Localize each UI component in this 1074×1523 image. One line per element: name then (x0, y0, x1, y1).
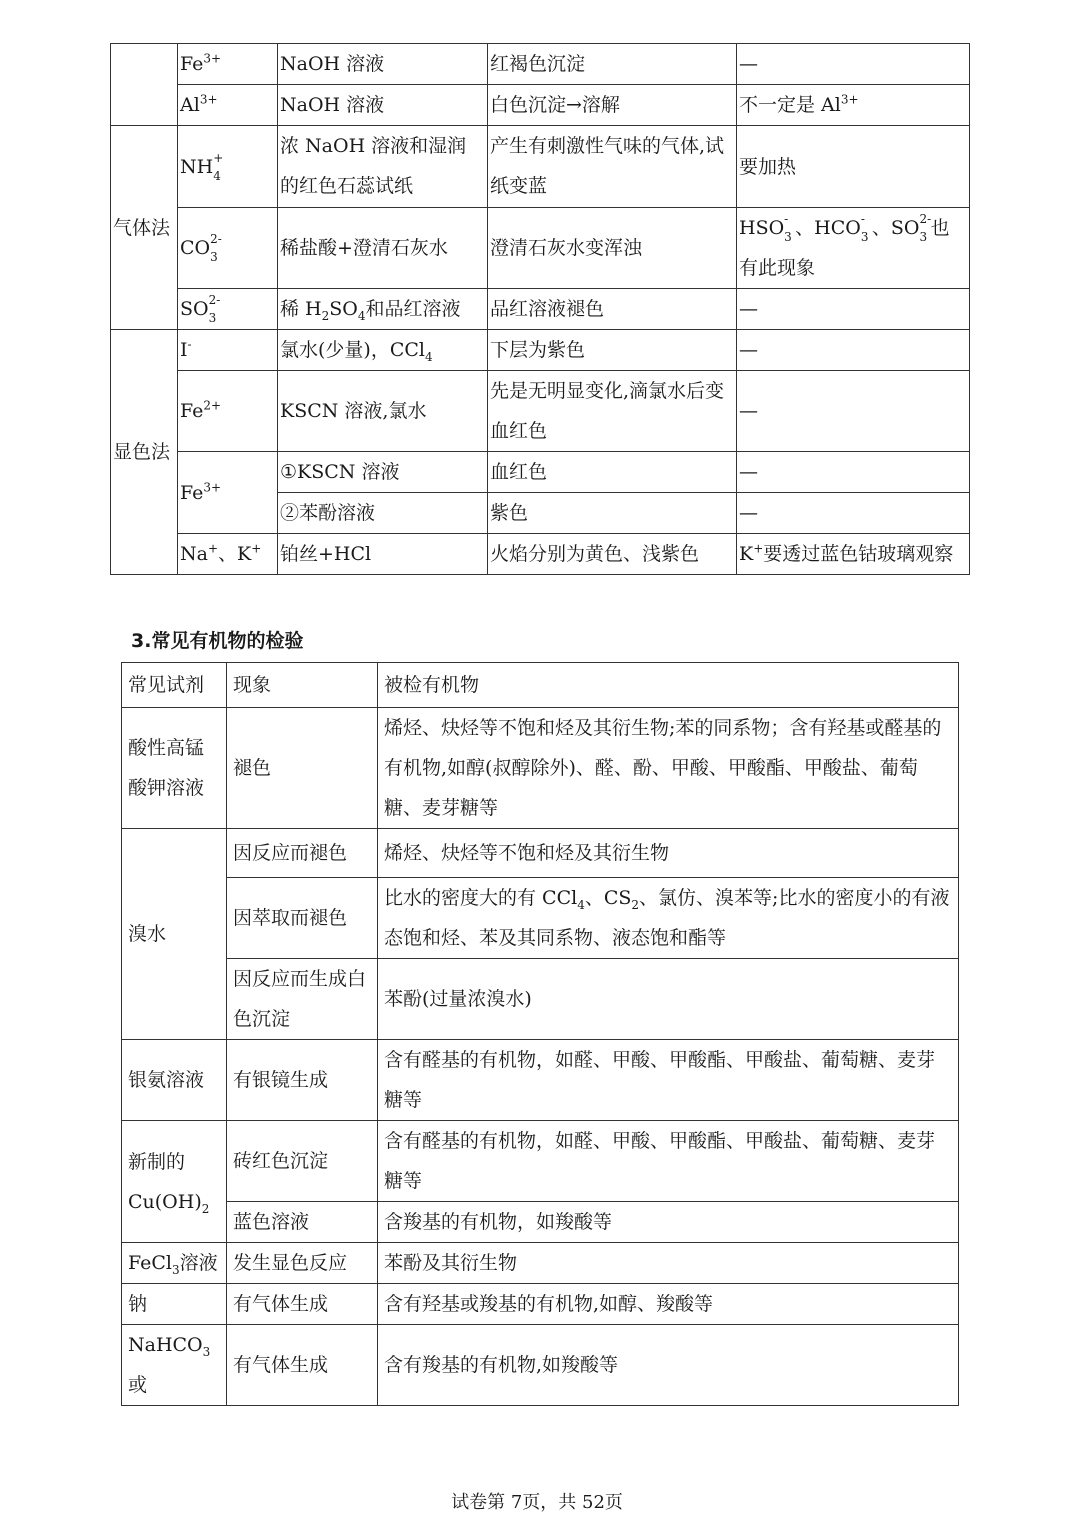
phenomenon-cell: 砖红色沉淀 (227, 1121, 378, 1202)
reagent-cell: NaOH 溶液 (278, 44, 488, 85)
reagent-cell: 银氨溶液 (122, 1040, 227, 1121)
table-row (122, 1202, 959, 1243)
reagent-cell: ②苯酚溶液 (278, 493, 488, 534)
header-organic: 被检有机物 (378, 663, 959, 708)
note-cell: 要加热 (737, 126, 970, 208)
note-text: 不一定是 Al (739, 94, 841, 116)
reagent-text: SO (329, 298, 358, 320)
phenomenon-cell: 产生有刺激性气味的气体,试纸变蓝 (488, 126, 737, 208)
reagent-cell: KSCN 溶液,氯水 (278, 371, 488, 452)
note-subscript: 3 (919, 230, 928, 244)
organic-text: 比水的密度大的有 CCl (384, 887, 578, 909)
phenomenon-cell: 火焰分别为黄色、浅紫色 (488, 534, 737, 575)
table-row (111, 85, 970, 126)
table-row (122, 1040, 959, 1121)
ion-cell (178, 330, 278, 371)
note-text: 、SO (871, 217, 920, 239)
ion-detection-table (110, 43, 970, 575)
ion-symbol: Na (180, 543, 208, 565)
note-charge: - (860, 212, 865, 226)
table-row (111, 452, 970, 493)
ion-symbol: SO (180, 298, 209, 320)
reagent-subscript: 3 (202, 1344, 211, 1359)
reagent-text: 和品红溶液 (365, 298, 461, 320)
ion-symbol: Fe (180, 481, 204, 504)
phenomenon-cell: 红褐色沉淀 (488, 44, 737, 85)
ion-symbol: K (237, 543, 252, 565)
note-subscript: 3 (860, 230, 869, 244)
ion-symbol: Al (180, 94, 200, 116)
ion-subscript: 4 (213, 168, 221, 183)
phenomenon-cell: 澄清石灰水变浑浊 (488, 208, 737, 289)
organic-cell: 含有羟基或羧基的有机物,如醇、羧酸等 (378, 1284, 959, 1325)
note-cell (737, 534, 970, 575)
table-row (111, 330, 970, 371)
note-sub-sup (784, 212, 795, 244)
reagent-text: 新制的 Cu(OH) (128, 1150, 202, 1213)
phenomenon-cell: 下层为紫色 (488, 330, 737, 371)
reagent-subscript: 2 (201, 1201, 210, 1216)
reagent-text: 氯水(少量)，CCl (280, 339, 425, 361)
method-cell: 气体法 (111, 126, 178, 330)
ion-sub-sup (210, 232, 222, 264)
organic-cell: 烯烃、炔烃等不饱和烃及其衍生物 (378, 829, 959, 878)
organic-cell: 含有羧基的有机物,如羧酸等 (378, 1325, 959, 1406)
header-phenomenon: 现象 (227, 663, 378, 708)
note-cell: — (737, 452, 970, 493)
reagent-cell: 溴水 (122, 829, 227, 1040)
reagent-cell (122, 1325, 227, 1406)
organic-detection-table (121, 662, 959, 1406)
reagent-text: NaHCO (128, 1334, 203, 1356)
table-row (111, 208, 970, 289)
page-footer: 试卷第 7页，共 52页 (451, 1492, 623, 1513)
reagent-cell (122, 1243, 227, 1284)
phenomenon-cell: 白色沉淀→溶解 (488, 85, 737, 126)
organic-cell: 含有醛基的有机物，如醛、甲酸、甲酸酯、甲酸盐、葡萄糖、麦芽糖等 (378, 1121, 959, 1202)
organic-text: 、氯仿、溴苯等;比水的密度小的有液态饱和烃、苯及其同系物、液态饱和酯等 (384, 887, 950, 949)
ion-charge: 2- (208, 293, 221, 307)
reagent-subscript: 4 (424, 349, 433, 364)
phenomenon-cell: 蓝色溶液 (227, 1202, 378, 1243)
ion-charge: 2- (210, 232, 222, 246)
organic-text: 、CS (584, 887, 632, 909)
note-cell (737, 208, 970, 289)
ion-cell (178, 208, 278, 289)
reagent-cell (278, 289, 488, 330)
table-row (122, 878, 959, 959)
ion-symbol: Fe (180, 53, 204, 75)
table-header-row (122, 663, 959, 708)
note-charge: 2- (919, 212, 932, 226)
reagent-text: 稀 H (280, 298, 322, 320)
table-row (111, 44, 970, 85)
reagent-cell: 酸性高锰酸钾溶液 (122, 708, 227, 829)
reagent-subscript: 2 (321, 308, 330, 323)
ion-cell (178, 289, 278, 330)
ion-charge: 3+ (199, 92, 218, 107)
ion-charge: 2+ (203, 398, 222, 413)
ion-cell (178, 371, 278, 452)
method-cell: 显色法 (111, 330, 178, 575)
reagent-cell: 浓 NaOH 溶液和湿润的红色石蕊试纸 (278, 126, 488, 208)
reagent-text: FeCl (128, 1252, 173, 1274)
note-subscript: 3 (784, 230, 792, 244)
note-cell (737, 85, 970, 126)
phenomenon-cell: 品红溶液褪色 (488, 289, 737, 330)
reagent-cell: 铂丝+HCl (278, 534, 488, 575)
phenomenon-cell: 因反应而生成白色沉淀 (227, 959, 378, 1040)
ion-symbol: CO (180, 237, 211, 259)
organic-cell: 含有醛基的有机物，如醛、甲酸、甲酸酯、甲酸盐、葡萄糖、麦芽糖等 (378, 1040, 959, 1121)
table-row (122, 829, 959, 878)
ion-subscript: 3 (210, 250, 218, 264)
reagent-text: 或 (128, 1374, 148, 1396)
reagent-cell (278, 330, 488, 371)
ion-charge: 3+ (203, 480, 222, 495)
table-row (122, 1121, 959, 1202)
ion-cell (178, 85, 278, 126)
table-row (122, 1243, 959, 1284)
table-row (111, 289, 970, 330)
phenomenon-cell: 血红色 (488, 452, 737, 493)
organic-cell: 苯酚(过量浓溴水) (378, 959, 959, 1040)
phenomenon-cell: 先是无明显变化,滴氯水后变血红色 (488, 371, 737, 452)
section-heading: 3.常见有机物的检验 (131, 630, 304, 652)
note-charge: + (753, 541, 764, 556)
organic-cell: 烯烃、炔烃等不饱和烃及其衍生物;苯的同系物；含有羟基或醛基的有机物,如醇(叔醇除外)、醛、酚、甲酸、甲酸酯、甲酸盐、葡萄糖、麦芽糖等 (378, 708, 959, 829)
note-charge: - (784, 212, 789, 226)
ion-charge: + (251, 541, 262, 556)
ion-symbol: I (180, 339, 188, 361)
method-cell (111, 44, 178, 126)
note-sub-sup (860, 212, 872, 244)
note-sub-sup (919, 212, 932, 244)
ion-sub-sup (213, 150, 224, 183)
reagent-cell: 稀盐酸+澄清石灰水 (278, 208, 488, 289)
organic-subscript: 2 (631, 897, 640, 912)
note-text: K (739, 543, 754, 565)
header-reagent: 常见试剂 (122, 663, 227, 708)
table-row (111, 371, 970, 452)
table-row (122, 1284, 959, 1325)
ion-symbol: Fe (180, 400, 204, 422)
ion-separator: 、 (218, 543, 238, 565)
ion-cell (178, 44, 278, 85)
ion-charge: + (207, 541, 219, 556)
phenomenon-cell: 有气体生成 (227, 1284, 378, 1325)
note-cell: — (737, 289, 970, 330)
note-text: 要透过蓝色钴玻璃观察 (763, 543, 954, 565)
table-row (122, 708, 959, 829)
ion-cell (178, 126, 278, 208)
table-row (111, 534, 970, 575)
organic-cell: 含羧基的有机物，如羧酸等 (378, 1202, 959, 1243)
ion-cell (178, 452, 278, 534)
ion-symbol: NH (180, 155, 214, 178)
phenomenon-cell: 因萃取而褪色 (227, 878, 378, 959)
reagent-cell: NaOH 溶液 (278, 85, 488, 126)
reagent-subscript: 4 (357, 308, 366, 323)
note-text: 也有此现象 (739, 217, 950, 279)
ion-charge: - (187, 337, 192, 352)
note-text: 、HCO (795, 217, 861, 239)
reagent-subscript: 3 (172, 1262, 180, 1277)
ion-subscript: 3 (208, 311, 217, 325)
reagent-cell: ①KSCN 溶液 (278, 452, 488, 493)
phenomenon-cell: 发生显色反应 (227, 1243, 378, 1284)
ion-cell (178, 534, 278, 575)
reagent-cell (122, 1121, 227, 1243)
note-cell: — (737, 44, 970, 85)
phenomenon-cell: 有气体生成 (227, 1325, 378, 1406)
reagent-cell: 钠 (122, 1284, 227, 1325)
ion-sub-sup (208, 293, 221, 325)
table-row (111, 126, 970, 208)
organic-subscript: 4 (577, 897, 585, 912)
organic-cell (378, 878, 959, 959)
note-cell: — (737, 330, 970, 371)
table-row (122, 1325, 959, 1406)
phenomenon-cell: 有银镜生成 (227, 1040, 378, 1121)
reagent-text: 溶液 (179, 1252, 218, 1274)
note-text: HSO (739, 217, 785, 239)
phenomenon-cell: 因反应而褪色 (227, 829, 378, 878)
organic-cell: 苯酚及其衍生物 (378, 1243, 959, 1284)
table-row (122, 959, 959, 1040)
phenomenon-cell: 褪色 (227, 708, 378, 829)
ion-charge: + (213, 150, 224, 165)
ion-charge: 3+ (203, 51, 222, 66)
phenomenon-cell: 紫色 (488, 493, 737, 534)
note-charge: 3+ (840, 92, 859, 107)
note-cell: — (737, 371, 970, 452)
note-cell: — (737, 493, 970, 534)
